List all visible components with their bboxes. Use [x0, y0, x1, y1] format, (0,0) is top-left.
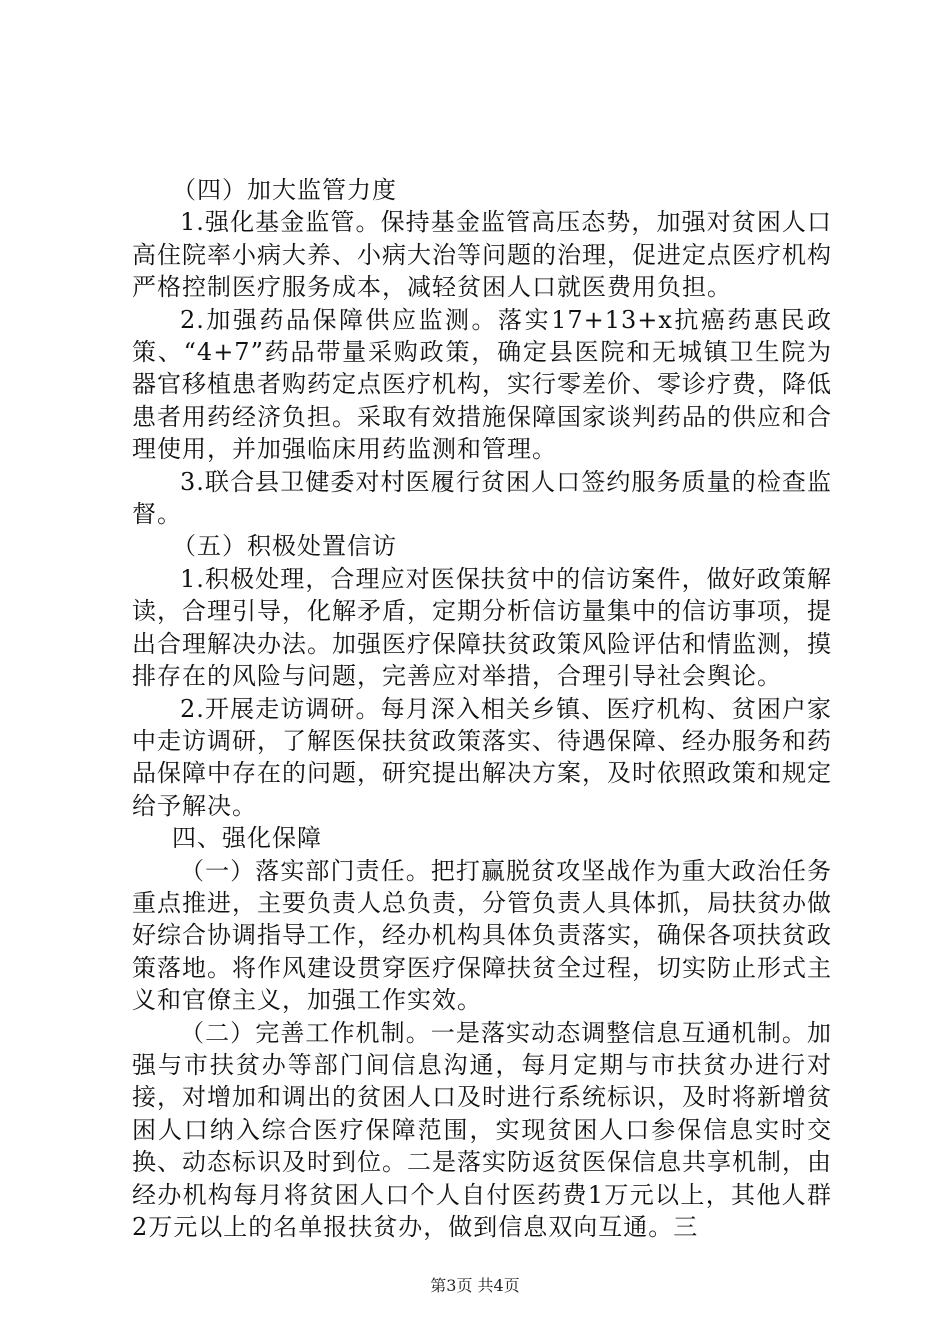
page-number-footer: 第3页 共4页 [430, 1276, 520, 1295]
body-paragraph: 3.联合县卫健委对村医履行贫困人口签约服务质量的检查监督。 [132, 467, 832, 529]
document-body [132, 174, 832, 1243]
body-paragraph: 1.积极处理，合理应对医保扶贫中的信访案件，做好政策解读，合理引导，化解矛盾，定期分析信访量集中的信访事项，提出合理解决办法。加强医疗保障扶贫政策风险评估和情监测，摸排存在的风险与问题，完善应对举措，合理引导社会舆论。 [132, 564, 832, 691]
body-paragraph: 2.加强药品保障供应监测。落实17+13+x抗癌药惠民政策、“4+7”药品带量采购政策，确定县医院和无城镇卫生院为器官移植患者购药定点医疗机构，实行零差价、零诊疗费，降低患者用药经济负担。采取有效措施保障国家谈判药品的供应和合理使用，并加强临床用药监测和管理。 [132, 305, 832, 464]
section-heading-5: （五）积极处置信访 [172, 532, 397, 561]
body-paragraph: （一）落实部门责任。把打赢脱贫攻坚战作为重大政治任务重点推进，主要负责人总负责，分管负责人具体抓，局扶贫办做好综合协调指导工作，经办机构具体负责落实，确保各项扶贫政策落地。将作风建设贯穿医疗保障扶贫全过程，切实防止形式主义和官僚主义，加强工作实效。 [132, 856, 832, 1015]
body-paragraph: 1.强化基金监管。保持基金监管高压态势，加强对贫困人口高住院率小病大养、小病大治等问题的治理，促进定点医疗机构严格控制医疗服务成本，减轻贫困人口就医费用负担。 [132, 208, 832, 302]
body-paragraph: （二）完善工作机制。一是落实动态调整信息互通机制。加强与市扶贫办等部门间信息沟通，每月定期与市扶贫办进行对接，对增加和调出的贫困人口及时进行系统标识，及时将新增贫困人口纳入综合医疗保障范围，实现贫困人口参保信息实时交换、动态标识及时到位。二是落实防返贫医保信息共享机制，由经办机构每月将贫困人口个人自付医药费1万元以上，其他人群2万元以上的名单报扶贫办，做到信息双向互通。三 [132, 1018, 832, 1241]
body-paragraph: 2.开展走访调研。每月深入相关乡镇、医疗机构、贫困户家中走访调研，了解医保扶贫政策落实、待遇保障、经办服务和药品保障中存在的问题，研究提出解决方案，及时依照政策和规定给予解决。 [132, 694, 832, 820]
chapter-heading: 四、强化保障 [172, 824, 322, 853]
section-heading-4: （四）加大监管力度 [172, 176, 397, 204]
